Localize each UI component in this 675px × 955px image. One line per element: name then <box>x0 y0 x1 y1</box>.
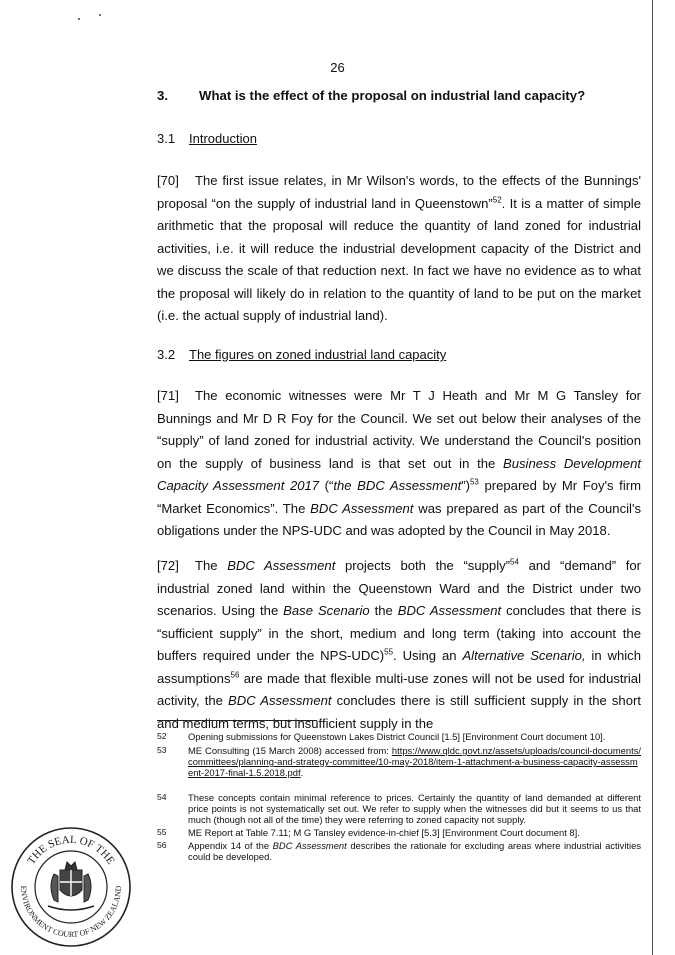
paragraph-text: the <box>369 603 398 618</box>
paragraph-text: concludes that there is “sufficient supply” in the short, medium and long term (taking into account the buffers required under the NPS-UDC) <box>157 603 641 663</box>
subsection-3-1 <box>157 131 257 146</box>
footnote-text: Appendix 14 of the <box>188 840 273 851</box>
paragraph-number: [71] <box>157 388 179 403</box>
paragraph-text: and “demand” for industrial zoned land within the Queenstown Ward and the District under two scenarios. Using the <box>157 558 642 618</box>
paragraph-text: projects both the “supply” <box>335 558 511 573</box>
italic-title: BDC Assessment <box>397 603 502 618</box>
footnote-separator <box>157 720 317 721</box>
paragraph-text: . It is a matter of simple arithmetic that the proposal will reduce the quantity of land zoned for industrial activities, i.e. it will reduce the industrial development capacity of the District and we discuss the scale of that reduction next. In fact we have no evidence as to what the proposal will likely do in relation to the quantity of land to be put on the market (i.e. the actual supply of industrial land). <box>157 195 641 323</box>
section-heading <box>157 88 585 103</box>
heading-number: 3. <box>157 88 168 103</box>
italic-title: the BDC Assessment <box>333 478 462 493</box>
footnote-54 <box>157 792 641 826</box>
subsection-number: 3.2 <box>157 347 176 362</box>
footnote-mark: 55 <box>157 827 167 837</box>
footnote-text: These concepts contain minimal reference to prices. Certainly the quantity of land demanded at different price points is not systematically set out. We refer to supply when the witnesses did but it seems to us that much (though not all of the time) they were referring to zoned capacity not supply. <box>188 792 641 826</box>
paragraph-text: The first issue relates, in Mr Wilson's words, to the effects of the Bunnings' proposal “on the supply of industrial land in Queenstown” <box>157 173 641 211</box>
italic-title: Business Development Capacity Assessment 2017 <box>157 455 642 493</box>
paragraph-text: The economic witnesses were Mr T J Heath and Mr M G Tansley for Bunnings and Mr D R Foy for the Council. We set out below their analyses of the “supply” of land zoned for industrial activity. We understand the Council's position on the supply of business land is that set out in the <box>157 388 641 471</box>
footnote-ref: 56 <box>230 670 240 680</box>
seal-top-text: THE SEAL OF THE <box>25 833 117 867</box>
paragraph-72 <box>157 555 641 735</box>
paragraph-text: prepared by Mr Foy's firm “Market Economics”. The <box>157 478 641 516</box>
footnote-text: ME Report at Table 7.11; M G Tansley evidence-in-chief [5.3] [Environment Court document 8]. <box>188 827 580 838</box>
paragraph-text: (“ <box>319 478 334 493</box>
footnote-ref: 52 <box>492 195 502 205</box>
footnote-link[interactable]: https://www.qldc.govt.nz/assets/uploads/council-documents/committees/planning-and-strategy-committee/10-may-2018/item-1-attachment-a-business-capacity-assessment-2017-final-1.5.2018.pdf <box>188 745 641 779</box>
paragraph-71 <box>157 385 641 543</box>
paragraph-text: concludes there is still sufficient supply in the short and medium terms, but insufficient supply in the <box>157 693 641 731</box>
italic-title: BDC Assessment <box>272 840 347 851</box>
subsection-title: The figures on zoned industrial land capacity <box>189 347 447 362</box>
paragraph-text: The <box>195 558 228 573</box>
paragraph-text: was prepared as part of the Council's obligations under the NPS-UDC and was adopted by the Council in May 2018. <box>157 500 641 538</box>
footnote-ref: 55 <box>384 647 394 657</box>
seal-bottom-text: ENVIRONMENT COURT OF NEW ZEALAND <box>18 885 124 940</box>
subsection-title: Introduction <box>189 131 257 146</box>
italic-title: Base Scenario <box>283 603 370 618</box>
scan-speck <box>78 18 80 20</box>
footnote-mark: 56 <box>157 840 167 850</box>
subsection-3-2 <box>157 347 446 362</box>
footnote-text: describes the rationale for excluding areas where industrial activities could be developed. <box>188 840 642 863</box>
italic-title: Alternative Scenario, <box>462 648 586 663</box>
footnote-text: ME Consulting (15 March 2008) accessed from: <box>188 745 392 756</box>
heading-text: What is the effect of the proposal on industrial land capacity? <box>199 88 586 103</box>
footnote-mark: 54 <box>157 792 167 802</box>
page-number: 26 <box>330 60 345 75</box>
italic-title: BDC Assessment <box>227 558 336 573</box>
footnote-text: Opening submissions for Queenstown Lakes District Council [1.5] [Environment Court document 10]. <box>188 731 606 742</box>
scan-speck <box>99 14 101 16</box>
footnote-ref: 54 <box>510 557 519 567</box>
paragraph-number: [72] <box>157 558 179 573</box>
footnote-text: . <box>300 767 304 779</box>
footnote-mark: 52 <box>157 731 167 741</box>
subsection-number: 3.1 <box>157 131 176 146</box>
paragraph-text: ”) <box>461 478 470 493</box>
paragraph-70 <box>157 170 641 328</box>
scan-edge-line <box>652 0 653 955</box>
paragraph-text: are made that flexible multi-use zones will not be used for industrial activity, the <box>157 670 641 708</box>
italic-title: BDC Assessment <box>310 500 414 516</box>
paragraph-text: in which assumptions <box>157 648 641 686</box>
footnote-mark: 53 <box>157 745 167 755</box>
coat-of-arms-icon <box>48 862 94 910</box>
court-seal <box>10 826 132 948</box>
paragraph-text: . Using an <box>393 648 463 663</box>
footnote-55 <box>157 827 641 838</box>
paragraph-number: [70] <box>157 173 179 188</box>
italic-title: BDC Assessment <box>228 693 332 708</box>
footnote-53 <box>157 745 641 779</box>
footnote-52 <box>157 731 641 742</box>
footnote-ref: 53 <box>469 477 479 487</box>
footnote-56 <box>157 840 641 862</box>
